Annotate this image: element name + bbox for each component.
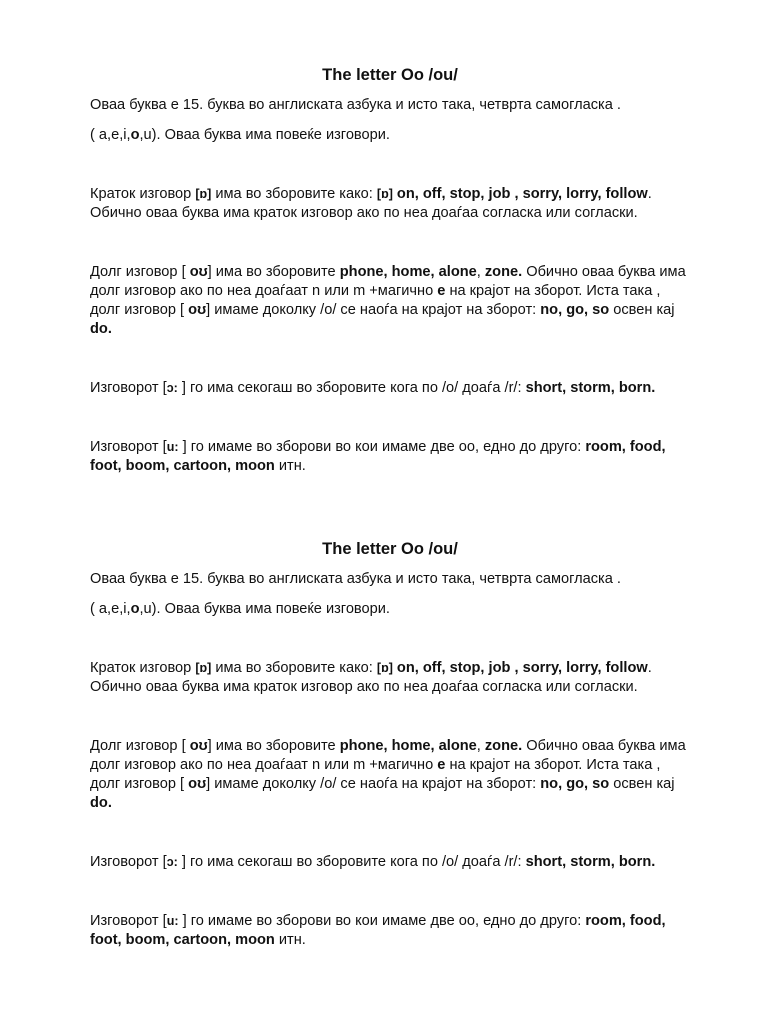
example-words: do. [90,321,112,337]
vowels-text-end: ,u). Оваа буква има повеќе изговори. [139,127,390,143]
ipa-symbol: [ɒ] [195,187,212,201]
magic-e: e [437,757,446,773]
section-title: The letter Oo /ou/ [322,66,458,84]
vowel-o-bold: o [130,601,140,617]
example-words: zone. [484,264,523,280]
section-letter-oo [90,65,690,476]
text: ] имаме доколку /o/ се наоѓа на крајот на зборот: [206,302,541,318]
text: Краток изговор [90,186,196,202]
text: ] го има секогаш во зборовите кога по /o/ доаѓа /r/: [177,380,526,396]
text: Долг изговор [ [90,264,190,280]
text: Краток изговор [90,660,196,676]
text: Изговорот [ [90,380,167,396]
section-letter-oo-repeat [90,539,690,950]
ipa-symbol: oʊ [188,776,207,792]
magic-e: e [437,283,446,299]
intro-paragraph: Оваа буква е 15. буква во англиската азбука и исто така, четврта самогласка . [90,571,621,587]
or-sound-paragraph [90,853,690,872]
text: ] имаме доколку /o/ се наоѓа на крајот на зборот: [206,776,541,792]
vowels-text: ( a,e,i, [90,127,131,143]
vowels-text: ( a,e,i, [90,601,131,617]
short-pronunciation-paragraph [90,185,690,223]
text: . Обично оваа буква има краток изговор ако по неа доаѓаа согласка или согласки. [90,660,652,695]
text: на крајот на зборот. Иста така , долг изговор [ [90,283,661,318]
text: Изговорот [ [90,439,167,455]
text: итн. [274,458,306,474]
ipa-symbol: [ɒ] [376,661,393,675]
vowels-text-end: ,u). Оваа буква има повеќе изговори. [139,601,390,617]
text: Изговорот [ [90,854,167,870]
text: Обично оваа буква има долг изговор ако по неа доаѓаат n или m +магично [90,264,686,299]
example-words: no, go, so [540,776,610,792]
text: , [476,264,485,280]
ipa-symbol: [ɒ] [376,187,393,201]
ipa-symbol: ɔ: [166,381,178,395]
ipa-symbol: [ɒ] [195,661,212,675]
text: ] има во зборовите [207,264,340,280]
text: ] го имаме во зборови во кои имаме две оо, едно до друго: [178,439,586,455]
example-words: no, go, so [540,302,610,318]
or-sound-paragraph [90,379,690,398]
example-words: short, storm, born. [525,380,656,396]
example-words: phone, home, alone [339,264,477,280]
section-title: The letter Oo /ou/ [322,540,458,558]
vowel-o-bold: o [130,127,140,143]
example-words: on, off, stop, job , sorry, lorry, follow [392,186,648,202]
text: ] има во зборовите [207,738,340,754]
text: освен кај [609,302,675,318]
text: ] го имаме во зборови во кои имаме две оо, едно до друго: [178,913,586,929]
ipa-symbol: oʊ [189,738,208,754]
text: Обично оваа буква има долг изговор ако по неа доаѓаат n или m +магично [90,738,686,773]
example-words: do. [90,795,112,811]
intro-paragraph: Оваа буква е 15. буква во англиската азбука и исто така, четврта самогласка . [90,97,621,113]
text: има во зборовите како: [211,660,377,676]
text: , [476,738,485,754]
long-pronunciation-paragraph [90,737,690,813]
example-words: short, storm, born. [525,854,656,870]
text: ] го има секогаш во зборовите кога по /o/ доаѓа /r/: [177,854,526,870]
example-words: room, food, foot, boom, cartoon, moon [90,439,666,474]
vowels-paragraph [90,600,690,619]
ipa-symbol: oʊ [189,264,208,280]
short-pronunciation-paragraph [90,659,690,697]
ipa-symbol: ɔ: [166,855,178,869]
u-sound-paragraph [90,912,690,950]
example-words: phone, home, alone [339,738,477,754]
text: Долг изговор [ [90,738,190,754]
ipa-symbol: u: [166,914,179,928]
text: има во зборовите како: [211,186,377,202]
u-sound-paragraph [90,438,690,476]
vowels-paragraph [90,126,690,145]
ipa-symbol: u: [166,440,179,454]
example-words: room, food, foot, boom, cartoon, moon [90,913,666,948]
text: Изговорот [ [90,913,167,929]
text: итн. [274,932,306,948]
long-pronunciation-paragraph [90,263,690,339]
text: . Обично оваа буква има краток изговор ако по неа доаѓаа согласка или согласки. [90,186,652,221]
ipa-symbol: oʊ [188,302,207,318]
example-words: on, off, stop, job , sorry, lorry, follow [392,660,648,676]
text: на крајот на зборот. Иста така , долг изговор [ [90,757,661,792]
text: освен кај [609,776,675,792]
example-words: zone. [484,738,523,754]
